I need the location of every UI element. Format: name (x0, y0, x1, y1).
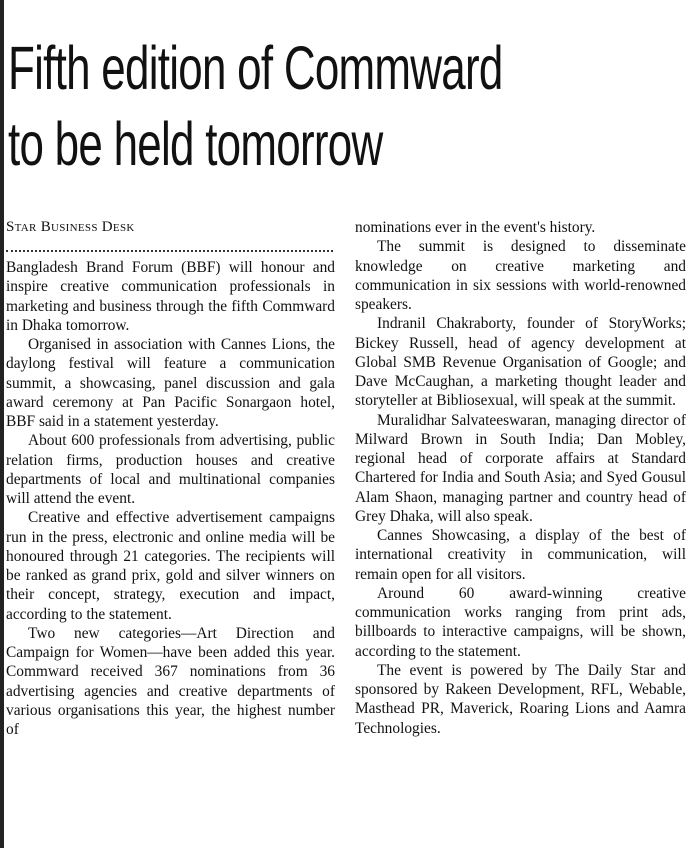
paragraph: The event is powered by The Daily Star and sponsored by Rakeen Development, RFL, Webable, Masthead PR, Maverick, Roaring Lions and Aamra Technologies. (355, 661, 686, 737)
column-rule-bar (0, 0, 4, 848)
paragraph: Creative and effective advertisement campaigns run in the press, electronic and online media will be honoured through 21 categories. The recipients will be ranked as grand prix, gold and silver winners on their concept, strategy, execution and impact, according to the statement. (6, 509, 335, 623)
paragraph: Bangladesh Brand Forum (BBF) will honour and inspire creative communication professionals in marketing and business through the fifth Commward in Dhaka tomorrow. (6, 259, 335, 334)
paragraph: Cannes Showcasing, a display of the best of international creativity in communication, will remain open for all visitors. (355, 527, 686, 583)
paragraph-continuation: nominations ever in the event's history. (355, 219, 596, 236)
paragraph: The summit is designed to disseminate knowledge on creative marketing and communication in six sessions with world-renowned speakers. (355, 238, 686, 313)
paragraph: Two new categories—Art Direction and Campaign for Women—have been added this year. Commward received 367 nominations from 36 advertising agencies and creative departments of various organisations this year, the highest number of (6, 624, 335, 738)
byline-dotted-rule (6, 238, 333, 252)
headline-line-2: to be held tomorrow (8, 110, 383, 178)
byline: Star Business Desk (6, 219, 135, 235)
headline-line-1: Fifth edition of Commward (8, 34, 503, 102)
paragraph: Around 60 award-winning creative communication works ranging from print ads, billboards to interactive campaigns, will be shown, according to the statement. (355, 584, 686, 660)
paragraph: Indranil Chakraborty, founder of StoryWorks; Bickey Russell, head of agency development at Global SMB Revenue Organisation of Google; and Dave McCaughan, a marketing thought leader and storyteller at Bibliosexual, will speak at the summit. (355, 315, 686, 410)
paragraph: Organised in association with Cannes Lions, the daylong festival will feature a communication summit, a showcasing, panel discussion and gala award ceremony at Pan Pacific Sonargaon hotel, BBF said in a statement yesterday. (6, 336, 335, 430)
paragraph: Muralidhar Salvateeswaran, managing director of Milward Brown in South India; Dan Mobley, regional head of corporate affairs at Standard Chartered for India and South Asia; and Syed Gousul Alam Shaon, managing partner and country head of Grey Dhaka, will also speak. (355, 411, 686, 525)
headline (8, 30, 685, 182)
paragraph: About 600 professionals from advertising, public relation firms, production houses and creative departments of local and multinational companies will attend the event. (6, 432, 335, 507)
article-column-left (6, 218, 335, 739)
article-column-right (355, 218, 686, 738)
